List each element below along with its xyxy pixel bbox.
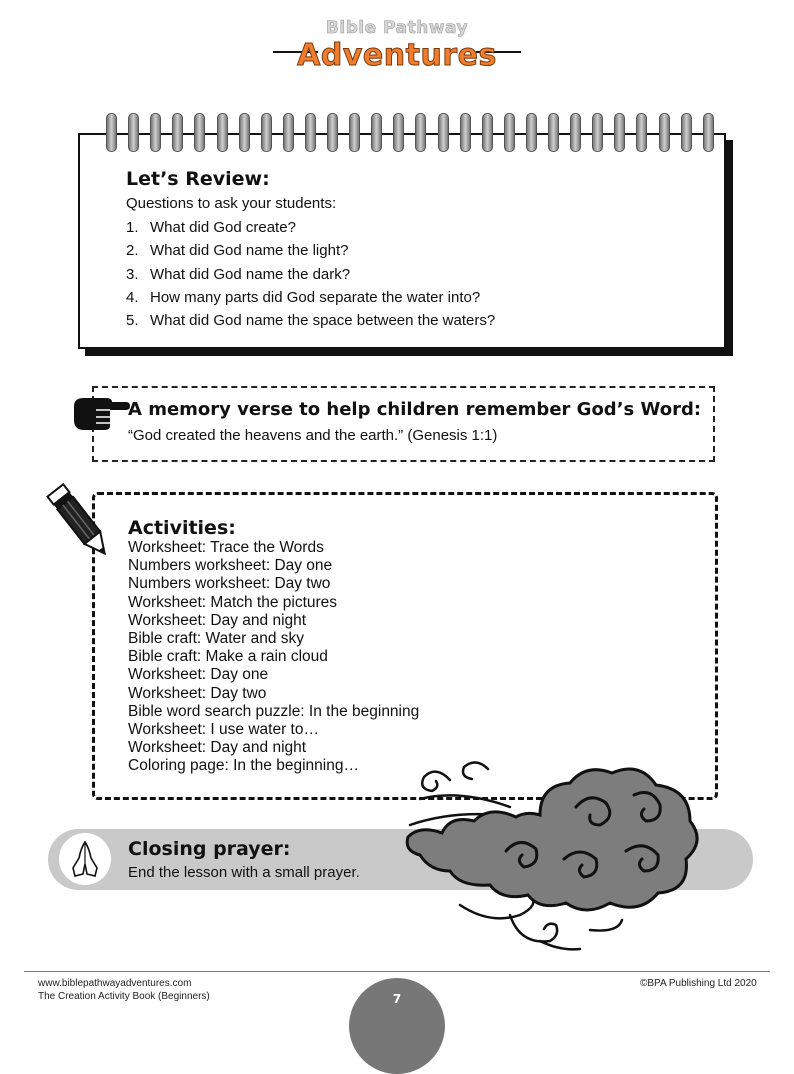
activity-item: Bible word search puzzle: In the beginning (128, 702, 420, 720)
praying-hands-icon (67, 838, 103, 880)
notebook-ring (150, 113, 161, 152)
activities-title: Activities: (128, 517, 236, 539)
notebook-ring (239, 113, 250, 152)
review-question: 5. What did God name the space between the waters? (126, 312, 496, 330)
logo-title: Adventures (297, 38, 497, 73)
notebook-ring (504, 113, 515, 152)
notebook-ring (106, 113, 117, 152)
notebook-ring (438, 113, 449, 152)
review-box (78, 133, 726, 349)
notebook-ring (526, 113, 537, 152)
notebook-ring (570, 113, 581, 152)
activity-item: Numbers worksheet: Day two (128, 575, 331, 593)
review-title: Let’s Review: (126, 168, 270, 190)
footer-rule (24, 971, 770, 972)
review-question: 3. What did God name the dark? (126, 265, 351, 283)
activity-item: Bible craft: Make a rain cloud (128, 648, 328, 666)
notebook-ring (194, 113, 205, 152)
notebook-ring (128, 113, 139, 152)
notebook-ring (217, 113, 228, 152)
notebook-ring (349, 113, 360, 152)
notebook-ring (283, 113, 294, 152)
activity-item: Worksheet: Day one (128, 666, 269, 684)
notebook-ring (327, 113, 338, 152)
notebook-ring (703, 113, 714, 152)
activity-item: Worksheet: I use water to… (128, 721, 319, 739)
notebook-ring (172, 113, 183, 152)
page-number-badge (349, 978, 445, 1074)
activity-item: Worksheet: Day and night (128, 739, 307, 757)
activity-item: Worksheet: Day two (128, 684, 267, 702)
pointing-hand-icon (70, 392, 130, 432)
review-questions (126, 216, 495, 332)
activity-item: Worksheet: Match the pictures (128, 593, 338, 611)
notebook-ring (305, 113, 316, 152)
closing-prayer-title: Closing prayer: (128, 838, 291, 860)
notebook-ring (371, 113, 382, 152)
footer-book-title: The Creation Activity Book (Beginners) (38, 991, 210, 1002)
review-question: 1. What did God create? (126, 219, 296, 236)
notebook-ring (460, 113, 471, 152)
memory-verse-text: “God created the heavens and the earth.” (Genesis 1:1) (128, 427, 498, 444)
notebook-ring (636, 113, 647, 152)
footer-copyright: ©BPA Publishing Ltd 2020 (640, 978, 757, 989)
notebook-ring (393, 113, 404, 152)
notebook-ring (614, 113, 625, 152)
pencil-icon (44, 482, 116, 562)
activity-item: Worksheet: Trace the Words (128, 539, 324, 556)
activity-item: Numbers worksheet: Day one (128, 557, 333, 575)
footer-website[interactable]: www.biblepathwayadventures.com (38, 978, 192, 989)
review-question: 2. What did God name the light? (126, 242, 349, 260)
notebook-ring (415, 113, 426, 152)
activity-item: Coloring page: In the beginning… (128, 757, 359, 775)
review-question: 4. How many parts did God separate the water into? (126, 288, 481, 306)
memory-verse-title: A memory verse to help children remember God’s Word: (128, 399, 702, 420)
review-intro: Questions to ask your students: (126, 195, 337, 212)
page-number: 7 (392, 992, 402, 1006)
activity-item: Worksheet: Day and night (128, 611, 307, 629)
notebook-ring (482, 113, 493, 152)
notebook-ring (261, 113, 272, 152)
closing-prayer-text: End the lesson with a small prayer. (128, 864, 360, 881)
notebook-ring (659, 113, 670, 152)
activity-item: Bible craft: Water and sky (128, 630, 305, 648)
logo-subtitle: Bible Pathway (325, 18, 469, 38)
notebook-ring (548, 113, 559, 152)
notebook-ring (592, 113, 603, 152)
activities-list (128, 539, 419, 776)
storm-cloud-illustration (390, 755, 710, 955)
notebook-ring (681, 113, 692, 152)
